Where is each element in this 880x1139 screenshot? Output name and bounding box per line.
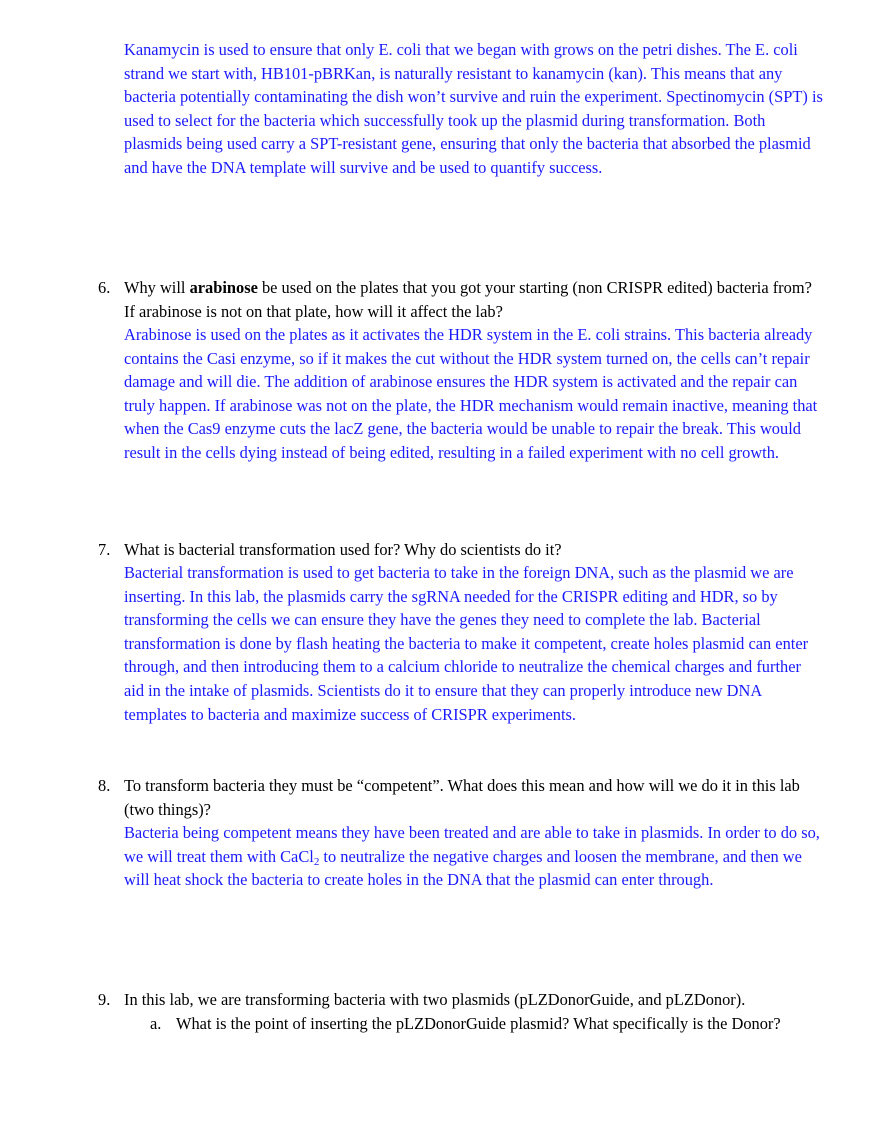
answer-5-text: Kanamycin is used to ensure that only E. coli that we began with grows on the petri dishes. The E. coli strand we start with, HB101-pBRKan, is naturally resistant to kanamycin (kan). This means that any bacteria potentially contaminating the dish won’t survive and ruin the experiment. Spectinomycin (SPT) is used to select for the bacteria which successfully took up the plasmid during transformation. Both plasmids being used carry a SPT-resistant gene, ensuring that only the bacteria that absorbed the plasmid and have the DNA template will survive and be used to quantify success. bbox=[124, 40, 823, 177]
question-number: 6. bbox=[98, 278, 111, 297]
answer-8-text-part: to neutralize the negative charges and loosen the membrane, and then we will heat shock the bacteria to create holes in the DNA that the plasmid can enter through. bbox=[124, 846, 802, 890]
question-6-text bbox=[124, 276, 824, 323]
answer-8-text-part: Bacteria being competent means they have been treated and are able to take in plasmids. In order to do so, we will treat them with CaCl bbox=[124, 823, 820, 866]
question-number: 7. bbox=[98, 540, 111, 559]
answer-7-text: Bacterial transformation is used to get bacteria to take in the foreign DNA, such as the plasmid we are inserting. In this lab, the plasmids carry the sgRNA needed for the CRISPR editing and HDR, so by transforming the cells we can ensure they have the genes they need to complete the lab. Bacterial transformation is done by flash heating the bacteria to make it competent, create holes plasmid can enter through, and then introducing them to a calcium chloride to neutralize the chemical charges and further aid in the intake of plasmids. Scientists do it to ensure that they can properly introduce new DNA templates to bacteria and maximize success of CRISPR experiments. bbox=[124, 563, 809, 724]
subquestion-letter: a. bbox=[150, 1014, 162, 1033]
question-6-bold-term: arabinose bbox=[189, 278, 258, 297]
question-6-text-part: be used on the plates that you got your starting (non CRISPR edited) bacteria from? If arabinose is not on that plate, how will it affect the lab? bbox=[124, 278, 812, 321]
subscript: 2 bbox=[313, 855, 320, 868]
question-number: 8. bbox=[98, 776, 111, 795]
question-9-text: In this lab, we are transforming bacteria with two plasmids (pLZDonorGuide, and pLZDonor). bbox=[124, 990, 746, 1009]
answer-6-text: Arabinose is used on the plates as it activates the HDR system in the E. coli strains. This bacteria already contains the Casi enzyme, so if it makes the cut without the HDR system turned on, the cells can’t repair damage and will die. The addition of arabinose ensures the HDR system is activated and the repair can truly happen. If arabinose was not on the plate, the HDR mechanism would remain inactive, meaning that when the Cas9 enzyme cuts the lacZ gene, the bacteria would be unable to repair the break. This would result in the cells dying instead of being edited, resulting in a failed experiment with no cell growth. bbox=[124, 325, 818, 462]
question-6-text-part: Why will bbox=[124, 278, 190, 297]
question-8-text: To transform bacteria they must be “competent”. What does this mean and how will we do it in this lab (two things)? bbox=[124, 776, 800, 819]
question-number: 9. bbox=[98, 990, 111, 1009]
question-9a-text: What is the point of inserting the pLZDonorGuide plasmid? What specifically is the Donor? bbox=[176, 1014, 781, 1033]
answer-8-text bbox=[124, 821, 824, 892]
question-7-text: What is bacterial transformation used for? Why do scientists do it? bbox=[124, 540, 562, 559]
